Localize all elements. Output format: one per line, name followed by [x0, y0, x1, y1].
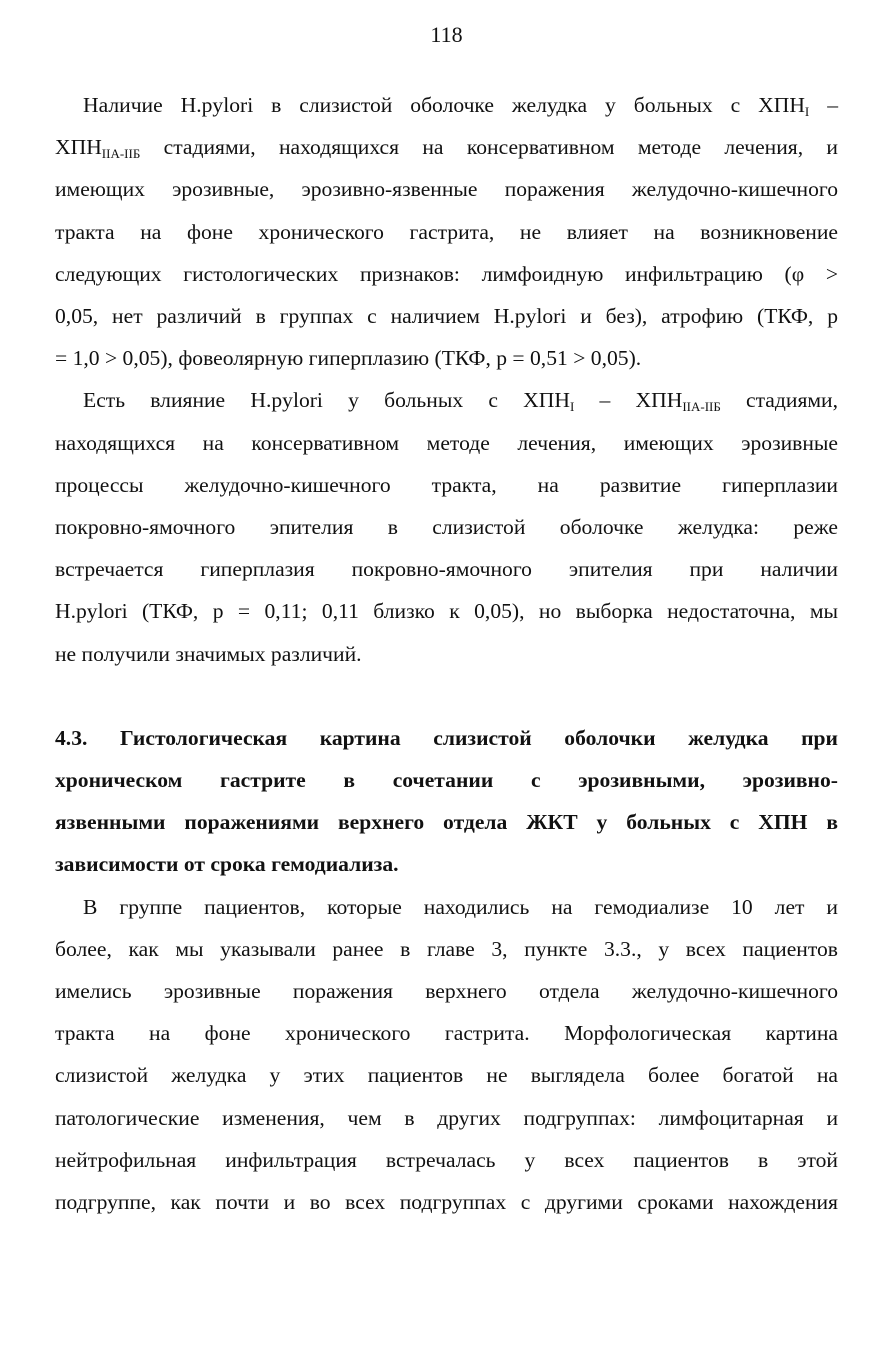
text-line: находящихся на консервативном методе лечения, имеющих эрозивные: [55, 430, 838, 455]
document-body: [55, 84, 838, 1223]
text-line: = 1,0 > 0,05), фовеолярную гиперплазию (ТКФ, р = 0,51 > 0,05).: [55, 346, 642, 371]
text-line: $ХПН_{IIА-IIБ}$ стадиями, находящихся на консервативном методе лечения, и: [55, 135, 838, 162]
paragraph-3: [55, 886, 838, 1224]
text-line: встречается гиперплазия покровно-ямочного эпителия при наличии: [55, 557, 838, 582]
text-line: тракта на фоне хронического гастрита. Морфологическая картина: [55, 1021, 838, 1046]
paragraph-2: [55, 379, 838, 674]
text-line: Есть влияние H.pylori у больных с $ХПН_I - ХПН_{IIА-IIБ}$ стадиями,: [83, 388, 838, 415]
text-line: подгруппе, как почти и во всех подгруппах с другими сроками нахождения: [55, 1190, 838, 1215]
heading-line: язвенными поражениями верхнего отдела ЖКТ у больных с ХПН в: [55, 810, 838, 835]
text-line: имелись эрозивные поражения верхнего отдела желудочно-кишечного: [55, 979, 838, 1004]
text-line: H.pylori (ТКФ, р = 0,11; 0,11 близко к 0,05), но выборка недостаточна, мы: [55, 599, 838, 624]
text-line: имеющих эрозивные, эрозивно-язвенные поражения желудочно-кишечного: [55, 177, 838, 202]
text-line: более, как мы указывали ранее в главе 3, пункте 3.3., у всех пациентов: [55, 936, 838, 961]
text-line: не получили значимых различий.: [55, 641, 362, 666]
heading-line: хроническом гастрите в сочетании с эрозивными, эрозивно-: [55, 768, 838, 793]
text-line: патологические изменения, чем в других подгруппах: лимфоцитарная и: [55, 1105, 838, 1130]
text-line: 0,05, нет различий в группах с наличием H.pylori и без), атрофию (ТКФ, р: [55, 304, 838, 329]
section-heading: [55, 717, 838, 886]
text-line: тракта на фоне хронического гастрита, не влияет на возникновение: [55, 219, 838, 244]
text-line: процессы желудочно-кишечного тракта, на развитие гиперплазии: [55, 472, 838, 497]
text-line: слизистой желудка у этих пациентов не выглядела более богатой на: [55, 1063, 838, 1088]
text-line: покровно-ямочного эпителия в слизистой оболочке желудка: реже: [55, 515, 838, 540]
heading-line: 4.3. Гистологическая картина слизистой оболочки желудка при: [55, 725, 838, 750]
text-line: Наличие H.pylori в слизистой оболочке желудка у больных с $ХПН_I$ –: [83, 93, 838, 119]
text-line: В группе пациентов, которые находились на гемодиализе 10 лет и: [83, 894, 838, 919]
heading-line: зависимости от срока гемодиализа.: [55, 852, 399, 877]
paragraph-1: [55, 84, 838, 379]
page-number: 118: [430, 22, 463, 47]
text-line: нейтрофильная инфильтрация встречалась у всех пациентов в этой: [55, 1147, 838, 1172]
text-line: следующих гистологических признаков: лимфоидную инфильтрацию (φ >: [55, 261, 838, 286]
